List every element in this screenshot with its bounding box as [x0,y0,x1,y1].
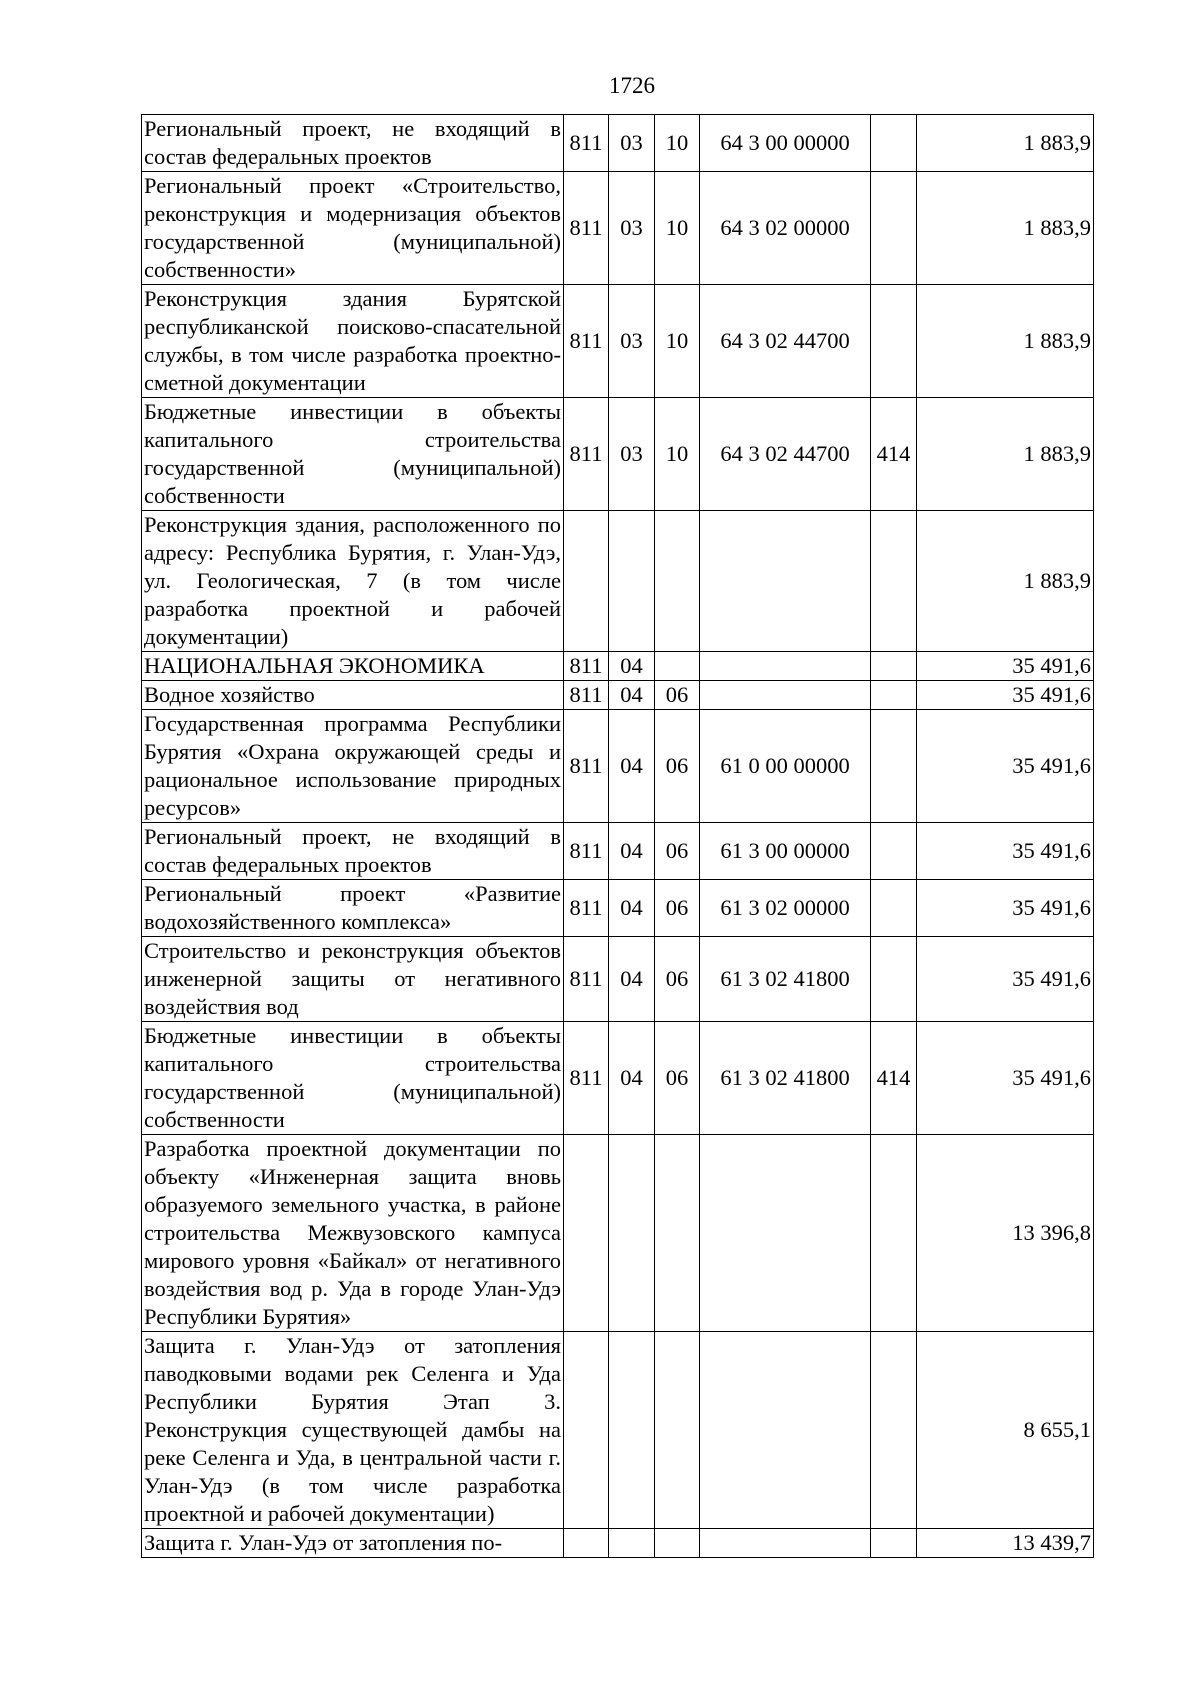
row-subsection-code: 06 [655,880,700,937]
row-name: Защита г. Улан-Удэ от затопления по- [142,1529,564,1558]
row-target-article [700,1332,871,1529]
row-subsection-code: 06 [655,823,700,880]
row-subsection-code: 10 [655,398,700,511]
row-target-article [700,1135,871,1332]
row-amount: 35 491,6 [917,681,1094,710]
row-name: Региональный проект, не входящий в состав федеральных проектов [142,823,564,880]
table-row [142,285,1094,398]
row-expense-type [871,285,917,398]
row-subsection-code [655,511,700,652]
row-ved-code: 811 [564,285,609,398]
row-amount: 35 491,6 [917,880,1094,937]
row-section-code: 03 [609,285,655,398]
row-subsection-code: 10 [655,172,700,285]
row-subsection-code: 06 [655,681,700,710]
row-ved-code: 811 [564,937,609,1022]
row-target-article: 64 3 02 00000 [700,172,871,285]
row-target-article [700,652,871,681]
row-amount: 1 883,9 [917,285,1094,398]
row-section-code [609,1135,655,1332]
row-expense-type [871,681,917,710]
row-name: Строительство и реконструкция объектов инженерной защиты от негативного воздействия вод [142,937,564,1022]
table-row [142,880,1094,937]
row-expense-type [871,823,917,880]
table-row [142,710,1094,823]
row-section-code: 03 [609,172,655,285]
row-target-article: 61 3 02 00000 [700,880,871,937]
row-ved-code [564,511,609,652]
row-amount: 13 396,8 [917,1135,1094,1332]
row-section-code: 04 [609,937,655,1022]
row-ved-code [564,1529,609,1558]
row-subsection-code [655,1529,700,1558]
row-expense-type [871,1529,917,1558]
row-target-article: 61 0 00 00000 [700,710,871,823]
row-amount: 35 491,6 [917,937,1094,1022]
row-section-code [609,1529,655,1558]
row-expense-type [871,652,917,681]
page-number: 1726 [609,73,655,98]
row-amount: 1 883,9 [917,172,1094,285]
row-section-code: 03 [609,115,655,172]
row-ved-code: 811 [564,398,609,511]
row-expense-type [871,710,917,823]
row-name: Региональный проект, не входящий в состав федеральных проектов [142,115,564,172]
row-subsection-code [655,652,700,681]
row-section-code: 03 [609,398,655,511]
row-name: Реконструкция здания, расположенного по адресу: Республика Бурятия, г. Улан-Удэ, ул. Геологическая, 7 (в том числе разработка проектной и рабочей документации) [142,511,564,652]
table-row [142,115,1094,172]
row-name: Бюджетные инвестиции в объекты капитального строительства государственной (муниципальной) собственности [142,398,564,511]
row-subsection-code: 06 [655,1022,700,1135]
row-ved-code: 811 [564,681,609,710]
row-section-code: 04 [609,652,655,681]
row-amount: 8 655,1 [917,1332,1094,1529]
row-name: Разработка проектной документации по объекту «Инженерная защита вновь образуемого земельного участка, в районе строительства Межвузовского кампуса мирового уровня «Байкал» от негативного воздействия вод р. Уда в городе Улан-Удэ Республики Бурятия» [142,1135,564,1332]
row-amount: 35 491,6 [917,1022,1094,1135]
row-subsection-code [655,1135,700,1332]
table-row [142,398,1094,511]
row-expense-type [871,115,917,172]
row-expense-type [871,511,917,652]
table-row [142,652,1094,681]
row-expense-type: 414 [871,1022,917,1135]
row-amount: 13 439,7 [917,1529,1094,1558]
row-target-article: 61 3 02 41800 [700,1022,871,1135]
row-amount: 1 883,9 [917,115,1094,172]
row-subsection-code: 06 [655,710,700,823]
row-ved-code: 811 [564,115,609,172]
row-section-code: 04 [609,710,655,823]
table-row [142,681,1094,710]
row-ved-code [564,1135,609,1332]
row-ved-code: 811 [564,880,609,937]
table-row [142,1135,1094,1332]
row-name: Региональный проект «Развитие водохозяйственного комплекса» [142,880,564,937]
row-expense-type: 414 [871,398,917,511]
table-row [142,172,1094,285]
table-row [142,823,1094,880]
row-section-code: 04 [609,681,655,710]
row-amount: 1 883,9 [917,511,1094,652]
row-subsection-code [655,1332,700,1529]
table-row [142,1022,1094,1135]
row-expense-type [871,1135,917,1332]
row-amount: 1 883,9 [917,398,1094,511]
row-ved-code: 811 [564,172,609,285]
row-name: Защита г. Улан-Удэ от затопления паводковыми водами рек Селенга и Уда Республики Бурятия Этап 3. Реконструкция существующей дамбы на реке Селенга и Уда, в центральной части г. Улан-Удэ (в том числе разработка проектной и рабочей документации) [142,1332,564,1529]
row-subsection-code: 10 [655,115,700,172]
row-ved-code: 811 [564,1022,609,1135]
row-target-article: 64 3 00 00000 [700,115,871,172]
row-name: НАЦИОНАЛЬНАЯ ЭКОНОМИКА [142,652,564,681]
row-target-article [700,1529,871,1558]
budget-table [141,114,1094,1558]
row-target-article [700,511,871,652]
row-name: Бюджетные инвестиции в объекты капитального строительства государственной (муниципальной) собственности [142,1022,564,1135]
row-amount: 35 491,6 [917,823,1094,880]
row-section-code [609,1332,655,1529]
row-name: Водное хозяйство [142,681,564,710]
row-amount: 35 491,6 [917,710,1094,823]
row-expense-type [871,937,917,1022]
row-name: Реконструкция здания Бурятской республиканской поисково-спасательной службы, в том числе разработка проектно-сметной документации [142,285,564,398]
row-target-article: 61 3 02 41800 [700,937,871,1022]
row-target-article: 64 3 02 44700 [700,285,871,398]
row-expense-type [871,880,917,937]
table-row [142,1332,1094,1529]
row-expense-type [871,1332,917,1529]
row-subsection-code: 10 [655,285,700,398]
row-target-article [700,681,871,710]
row-ved-code: 811 [564,710,609,823]
row-section-code: 04 [609,1022,655,1135]
row-name: Государственная программа Республики Бурятия «Охрана окружающей среды и рациональное использование природных ресурсов» [142,710,564,823]
row-expense-type [871,172,917,285]
row-subsection-code: 06 [655,937,700,1022]
row-target-article: 64 3 02 44700 [700,398,871,511]
row-section-code [609,511,655,652]
row-ved-code: 811 [564,823,609,880]
row-amount: 35 491,6 [917,652,1094,681]
row-ved-code [564,1332,609,1529]
row-target-article: 61 3 00 00000 [700,823,871,880]
row-section-code: 04 [609,880,655,937]
table-row [142,511,1094,652]
row-section-code: 04 [609,823,655,880]
row-name: Региональный проект «Строительство, реконструкция и модернизация объектов государственной (муниципальной) собственности» [142,172,564,285]
table-row [142,1529,1094,1558]
table-row [142,937,1094,1022]
row-ved-code: 811 [564,652,609,681]
